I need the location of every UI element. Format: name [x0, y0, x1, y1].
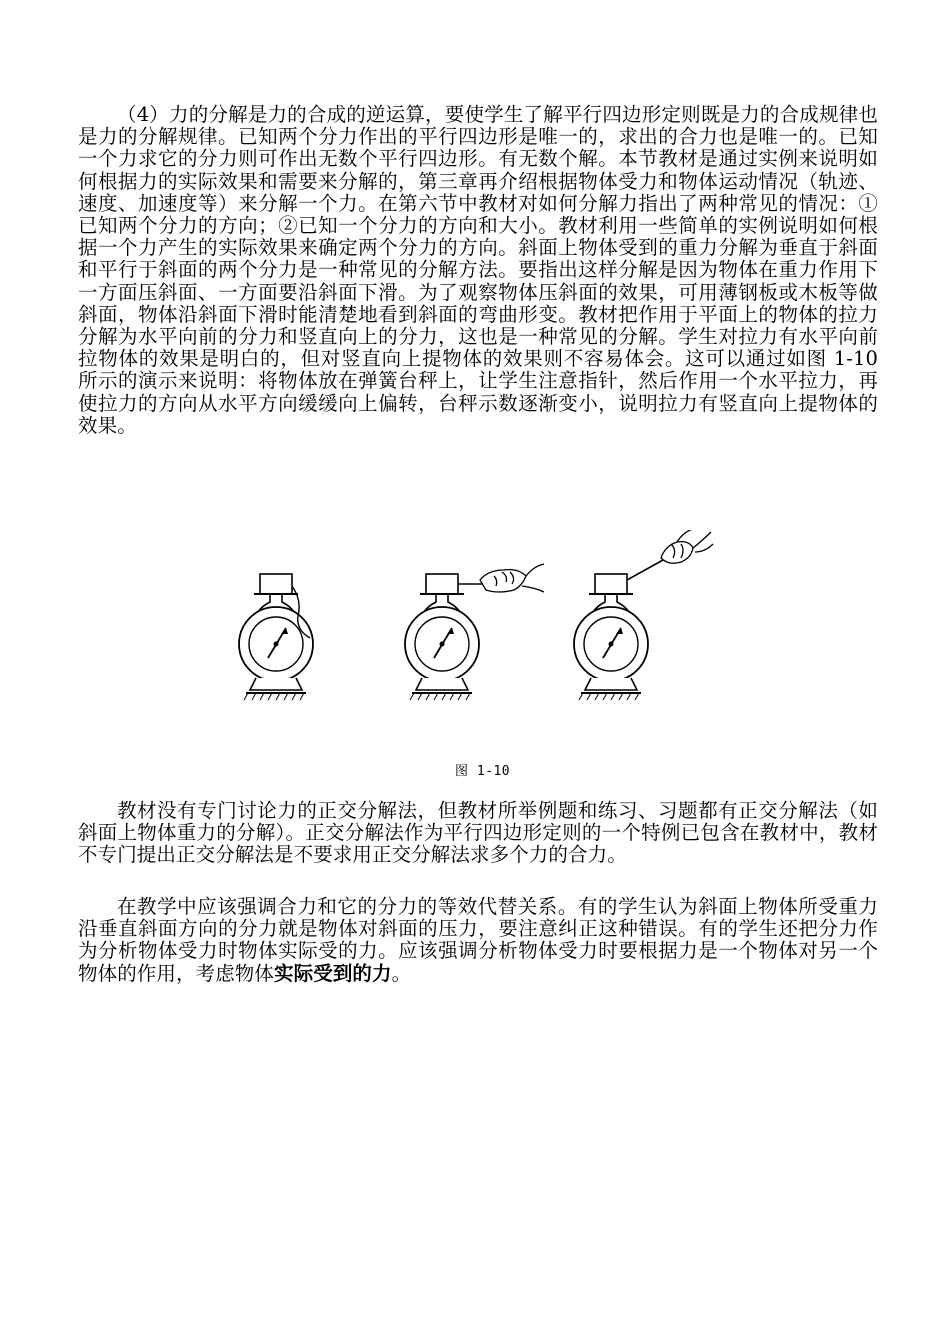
paragraph-orthogonal-decomposition: 教材没有专门讨论力的正交分解法，但教材所举例题和练习、习题都有正交分解法（如斜面上物体重力的分解）。正交分解法作为平行四边形定则的一个特例已包含在教材中，教材不专门提出正交分解法是不要求用正交分解法求多个力的合力。: [78, 799, 878, 867]
hand-icon: [661, 530, 713, 563]
spring-scale-diagram: [226, 530, 726, 760]
paragraph-teaching-emphasis: [78, 896, 878, 985]
scale-panel-1: [239, 574, 313, 700]
scale-panel-2: [405, 564, 544, 700]
paragraph-text: 在教学中应该强调合力和它的分力的等效代替关系。有的学生认为斜面上物体所受重力沿垂直斜面方向的分力就是物体对斜面的压力，要注意纠正这种错误。有的学生还把分力作为分析物体受力时物体实际受的力。应该强调分析物体受力时要根据力是一个物体对另一个物体的作用，考虑物体: [78, 895, 878, 985]
figure-1-10: [226, 530, 726, 780]
paragraph-container-3: [78, 896, 878, 985]
paragraph-container-2: [78, 800, 878, 867]
scale-panel-3: [574, 530, 713, 700]
document-body: [78, 104, 878, 437]
paragraph-end: 。: [391, 961, 412, 985]
emphasis-text: 实际受到的力: [274, 961, 392, 985]
paragraph-force-decomposition: （4）力的分解是力的合成的逆运算，要使学生了解平行四边形定则既是力的合成规律也是力的分解规律。已知两个分力作出的平行四边形是唯一的，求出的合力也是唯一的。已知一个力求它的分力则可作出无数个平行四边形。有无数个解。本节教材是通过实例来说明如何根据力的实际效果和需要来分解的，第三章再介绍根据物体受力和物体运动情况（轨迹、速度、加速度等）来分解一个力。在第六节中教材对如何分解力指出了两种常见的情况：①已知两个分力的方向；②已知一个分力的方向和大小。教材利用一些简单的实例说明如何根据一个力产生的实际效果来确定两个分力的方向。斜面上物体受到的重力分解为垂直于斜面和平行于斜面的两个分力是一种常见的分解方法。要指出这样分解是因为物体在重力作用下一方面压斜面、一方面要沿斜面下滑。为了观察物体压斜面的效果，可用薄钢板或木板等做斜面，物体沿斜面下滑时能清楚地看到斜面的弯曲形变。教材把作用于平面上的物体的拉力分解为水平向前的分力和竖直向上的分力，这也是一种常见的分解。学生对拉力有水平向前拉物体的效果是明白的，但对竖直向上提物体的效果则不容易体会。这可以通过如图 1-10 所示的演示来说明：将物体放在弹簧台秤上，让学生注意指针，然后作用一个水平拉力，再使拉力的方向从水平方向缓缓向上偏转，台秤示数逐渐变小，说明拉力有竖直向上提物体的效果。: [78, 103, 878, 437]
hand-icon: [480, 564, 544, 592]
figure-caption: 图 1-10: [455, 764, 511, 779]
